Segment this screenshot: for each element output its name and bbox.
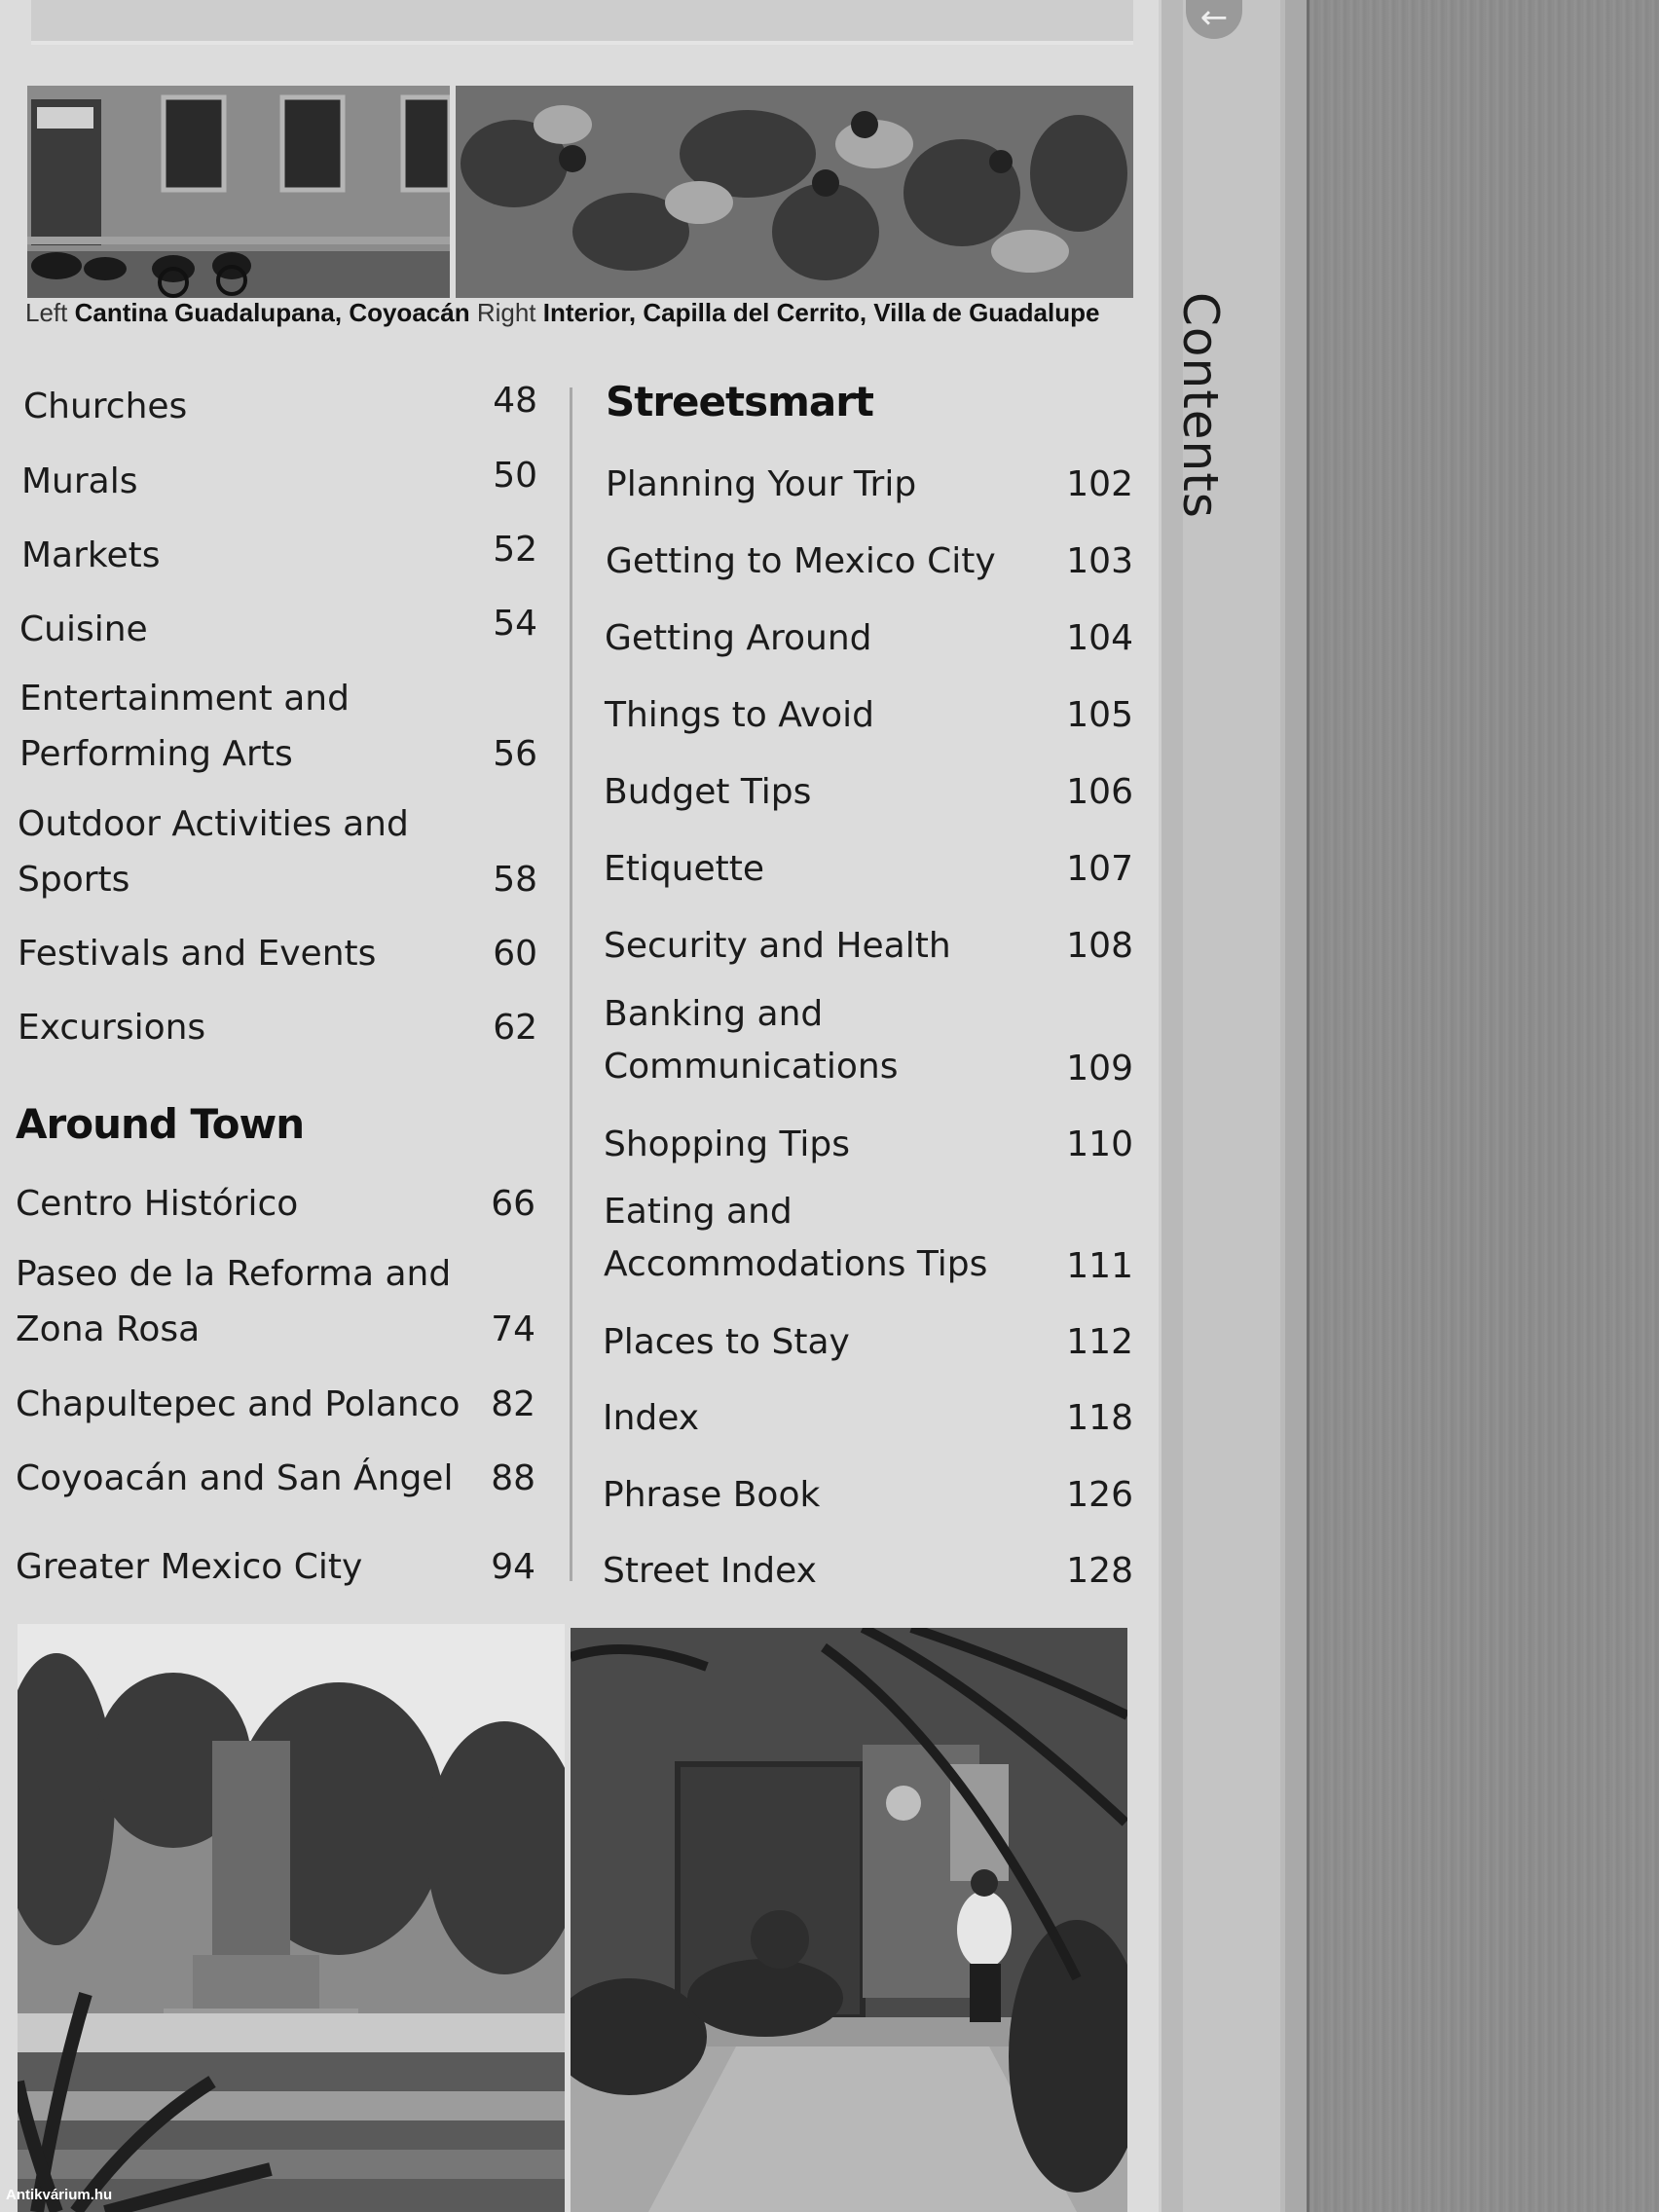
column-divider <box>570 387 572 1581</box>
toc-item-security-health[interactable] <box>604 919 1133 974</box>
heading-streetsmart: Streetsmart <box>606 378 873 425</box>
toc-item-title: Cuisine <box>19 609 148 649</box>
toc-item-page: 54 <box>493 604 537 644</box>
toc-item-page: 88 <box>491 1458 535 1498</box>
toc-item-title-line1: Eating and <box>604 1192 793 1232</box>
toc-item-title: Places to Stay <box>603 1322 850 1362</box>
toc-item-eating-accommodations-tips[interactable] <box>604 1185 1133 1294</box>
caption-right-title: Interior, Capilla del Cerrito, Villa de Guadalupe <box>542 298 1100 327</box>
top-strip <box>31 0 1133 45</box>
toc-item-title: Planning Your Trip <box>606 464 917 504</box>
toc-item-page: 56 <box>493 734 537 774</box>
toc-item-title-line1: Outdoor Activities and <box>18 804 409 844</box>
toc-item-page: 52 <box>493 530 537 570</box>
toc-item-banking-communications[interactable] <box>604 987 1133 1096</box>
toc-item-title-line2: Zona Rosa <box>16 1309 201 1349</box>
photo-caption <box>25 298 1099 328</box>
toc-item-title: Phrase Book <box>603 1475 821 1515</box>
toc-item-paseo-reforma-zona-rosa[interactable] <box>16 1247 535 1358</box>
toc-item-title-line1: Paseo de la Reforma and <box>16 1254 452 1294</box>
caption-left-label: Left <box>25 298 68 327</box>
toc-item-page: 128 <box>1066 1551 1133 1591</box>
toc-item-title-line1: Entertainment and <box>19 679 350 719</box>
toc-item-page: 118 <box>1066 1398 1133 1438</box>
toc-item-page: 50 <box>493 456 537 496</box>
photo-cantina-guadalupana <box>27 86 450 298</box>
toc-item-page: 108 <box>1066 926 1133 966</box>
toc-item-page: 111 <box>1066 1246 1133 1286</box>
toc-item-index[interactable] <box>603 1391 1133 1446</box>
toc-item-page: 112 <box>1066 1322 1133 1362</box>
toc-item-churches[interactable] <box>23 380 537 434</box>
photo-courtyard-palms <box>571 1628 1127 2212</box>
toc-item-page: 106 <box>1066 772 1133 812</box>
book-cover-backdrop <box>1309 0 1659 2212</box>
toc-item-title: Getting to Mexico City <box>606 541 996 581</box>
toc-item-festivals-events[interactable] <box>18 927 537 981</box>
photo-monument-garden <box>18 1624 565 2212</box>
toc-item-page: 102 <box>1066 464 1133 504</box>
caption-left-title: Cantina Guadalupana, Coyoacán <box>74 298 470 327</box>
toc-item-etiquette[interactable] <box>604 842 1133 897</box>
toc-item-title: Chapultepec and Polanco <box>16 1384 461 1424</box>
toc-item-page: 105 <box>1066 695 1133 735</box>
toc-item-title-line2: Communications <box>604 1047 899 1087</box>
toc-item-chapultepec-polanco[interactable] <box>16 1378 535 1432</box>
watermark: Antikvárium.hu <box>6 2187 113 2203</box>
toc-item-title: Shopping Tips <box>604 1124 851 1164</box>
toc-item-title: Index <box>603 1398 700 1438</box>
toc-item-title: Coyoacán and San Ángel <box>16 1458 454 1498</box>
toc-item-page: 110 <box>1066 1124 1133 1164</box>
toc-item-getting-to-mexico-city[interactable] <box>606 535 1133 589</box>
toc-item-murals[interactable] <box>21 455 537 509</box>
toc-item-title-line2: Performing Arts <box>19 734 293 774</box>
toc-item-title: Getting Around <box>605 618 872 658</box>
toc-item-title: Security and Health <box>604 926 951 966</box>
toc-item-cuisine[interactable] <box>19 603 537 657</box>
toc-item-markets[interactable] <box>21 529 537 583</box>
toc-item-page: 66 <box>491 1184 535 1224</box>
toc-item-title: Festivals and Events <box>18 934 377 974</box>
toc-item-phrase-book[interactable] <box>603 1468 1133 1523</box>
toc-item-page: 103 <box>1066 541 1133 581</box>
toc-item-title-line2: Accommodations Tips <box>604 1244 988 1284</box>
toc-item-excursions[interactable] <box>18 1001 537 1055</box>
toc-item-page: 48 <box>493 381 537 421</box>
toc-item-page: 109 <box>1066 1049 1133 1088</box>
sidebar-contents-label: Contents <box>1172 292 1229 519</box>
toc-item-page: 126 <box>1066 1475 1133 1515</box>
toc-item-page: 82 <box>491 1384 535 1424</box>
toc-item-page: 58 <box>493 860 537 900</box>
toc-item-page: 62 <box>493 1008 537 1048</box>
toc-item-title: Etiquette <box>604 849 765 889</box>
toc-item-centro-historico[interactable] <box>16 1177 535 1232</box>
toc-item-title: Churches <box>23 387 188 426</box>
toc-item-title: Street Index <box>603 1551 817 1591</box>
photo-capilla-del-cerrito-mosaic <box>456 86 1133 298</box>
toc-item-street-index[interactable] <box>603 1544 1133 1599</box>
heading-around-town: Around Town <box>16 1100 305 1148</box>
toc-item-greater-mexico-city[interactable] <box>16 1540 535 1595</box>
toc-item-page: 74 <box>491 1309 535 1349</box>
toc-item-planning-your-trip[interactable] <box>606 458 1133 512</box>
toc-item-outdoor-activities-sports[interactable] <box>18 797 537 908</box>
page-edge <box>1285 0 1309 2212</box>
caption-right-label: Right <box>476 298 536 327</box>
toc-item-title: Budget Tips <box>604 772 812 812</box>
toc-item-budget-tips[interactable] <box>604 765 1133 820</box>
toc-item-title: Murals <box>21 461 138 501</box>
toc-item-coyoacan-san-angel[interactable] <box>16 1452 535 1506</box>
toc-item-shopping-tips[interactable] <box>604 1118 1133 1172</box>
toc-item-getting-around[interactable] <box>605 611 1133 666</box>
toc-item-title-line1: Banking and <box>604 994 824 1034</box>
toc-item-title: Greater Mexico City <box>16 1547 363 1587</box>
toc-item-things-to-avoid[interactable] <box>605 688 1133 743</box>
toc-item-page: 104 <box>1066 618 1133 658</box>
toc-item-title: Centro Histórico <box>16 1184 299 1224</box>
toc-item-title: Excursions <box>18 1008 206 1048</box>
toc-item-entertainment-performing-arts[interactable] <box>19 672 537 783</box>
toc-item-page: 60 <box>493 934 537 974</box>
arrow-left-icon: ← <box>1186 0 1242 39</box>
toc-item-places-to-stay[interactable] <box>603 1315 1133 1370</box>
toc-item-title: Things to Avoid <box>605 695 874 735</box>
toc-item-page: 107 <box>1066 849 1133 889</box>
toc-item-page: 94 <box>491 1547 535 1587</box>
toc-item-title: Markets <box>21 535 161 575</box>
toc-item-title-line2: Sports <box>18 860 130 900</box>
